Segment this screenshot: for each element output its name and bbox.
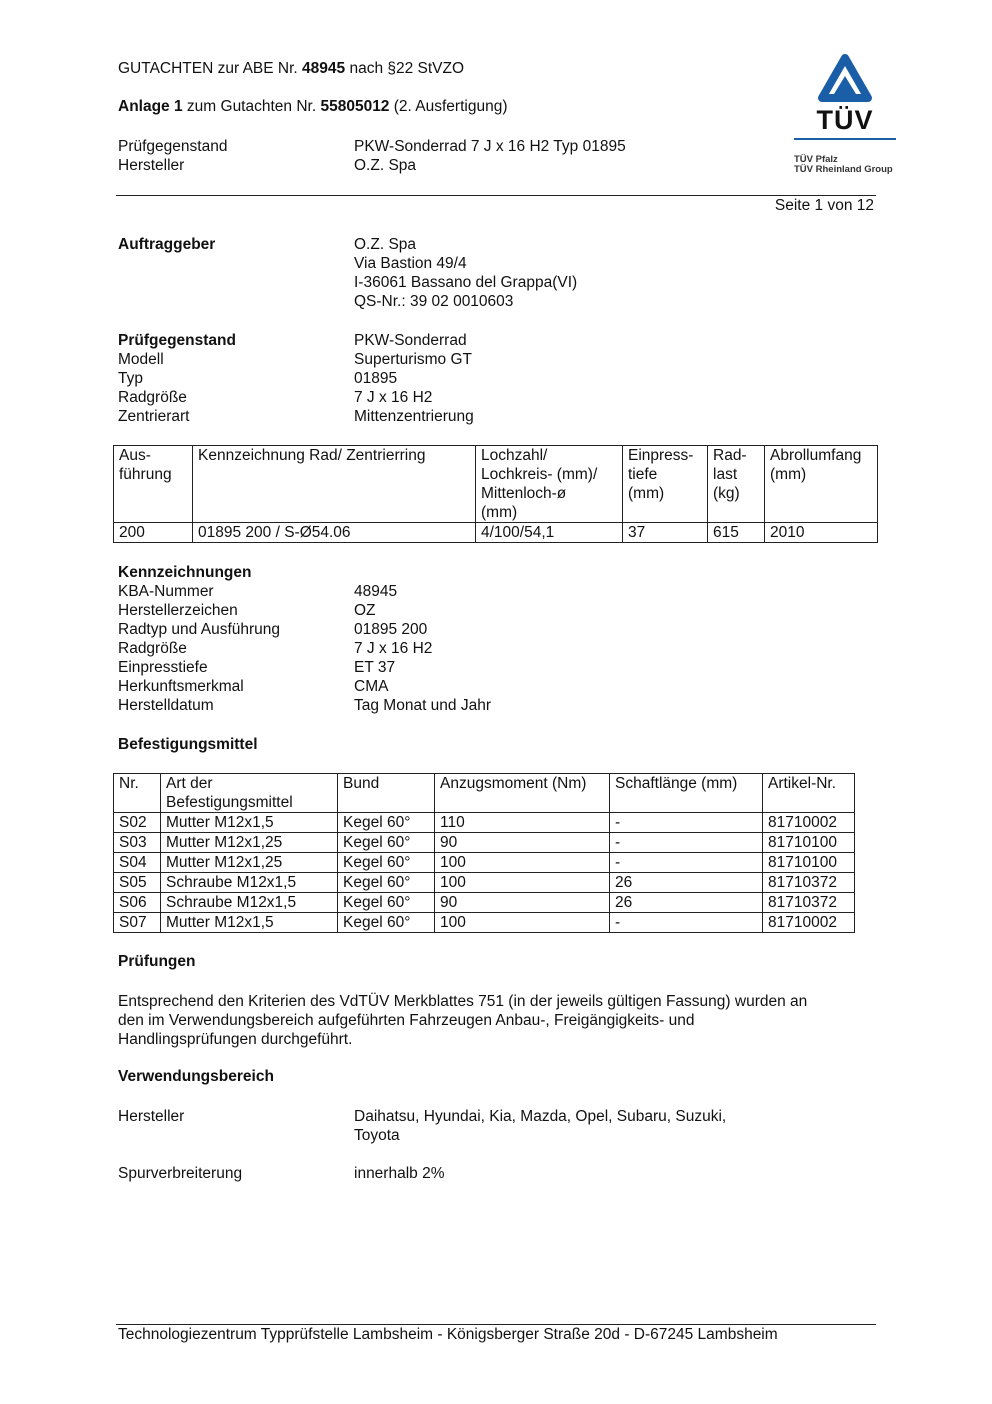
header-radlast: Rad- last (kg) bbox=[708, 446, 765, 523]
table-row: S03 Mutter M12x1,25 Kegel 60° 90 - 81710100 bbox=[114, 833, 855, 853]
kennzeichnungen-section: Kennzeichnungen KBA-Nummer 48945 Herstellerzeichen OZ Radtyp und Ausführung 01895 200 Radgröße 7 J x 16 H2 Einpresstiefe ET 37 Herkunftsmerkmal CMA Herstelldatum Tag Monat und Jahr bbox=[118, 564, 492, 714]
rad-table-header bbox=[114, 446, 878, 523]
table-row: S02 Mutter M12x1,5 Kegel 60° 110 - 81710002 bbox=[114, 813, 855, 833]
befestigung-table bbox=[113, 773, 855, 933]
header-divider bbox=[116, 195, 876, 196]
abe-number: 48945 bbox=[302, 60, 346, 77]
annex-line: Anlage 1 zum Gutachten Nr. 55805012 (2. Ausfertigung) bbox=[118, 98, 508, 115]
header-lochzahl: Lochzahl/ Lochkreis- (mm)/ Mittenloch-ø (mm) bbox=[476, 446, 623, 523]
table-row: S05 Schraube M12x1,5 Kegel 60° 100 26 81710372 bbox=[114, 873, 855, 893]
header-kv: Prüfgegenstand PKW-Sonderrad 7 J x 16 H2 Typ 01895 Hersteller O.Z. Spa bbox=[118, 138, 626, 174]
tuev-triangle-icon bbox=[794, 54, 896, 106]
document-title-line: GUTACHTEN zur ABE Nr. 48945 nach §22 StVZO bbox=[118, 60, 465, 77]
header-abrollumfang: Abrollumfang (mm) bbox=[765, 446, 878, 523]
tuev-brand: TÜV bbox=[816, 105, 874, 135]
page-number: Seite 1 von 12 bbox=[774, 197, 874, 214]
spurverbreiterung-row: Spurverbreiterung innerhalb 2% bbox=[118, 1165, 445, 1182]
table-row: S07 Mutter M12x1,5 Kegel 60° 100 - 81710002 bbox=[114, 913, 855, 933]
header-kennzeichnung: Kennzeichnung Rad/ Zentrierring bbox=[193, 446, 476, 523]
pruefungen-paragraph: Entsprechend den Kriterien des VdTÜV Merkblattes 751 (in der jeweils gültigen Fassung) wurden an den im Verwendungsbereich aufgeführten Fahrzeugen Anbau-, Freigängigkeits- und Handlingsprüfungen durchgeführt. bbox=[118, 993, 808, 1048]
table-row: S06 Schraube M12x1,5 Kegel 60° 90 26 81710372 bbox=[114, 893, 855, 913]
pruefgegenstand-section: Prüfgegenstand PKW-Sonderrad Modell Superturismo GT Typ 01895 Radgröße 7 J x 16 H2 Zentrierart Mittenzentrierung bbox=[118, 332, 474, 425]
logo-line-1: TÜV Pfalz bbox=[794, 154, 838, 165]
header-einpresstiefe: Einpress- tiefe (mm) bbox=[623, 446, 708, 523]
header-ausfuehrung: Aus- führung bbox=[114, 446, 193, 523]
table-row: S04 Mutter M12x1,25 Kegel 60° 100 - 81710100 bbox=[114, 853, 855, 873]
footer-address: Technologiezentrum Typprüfstelle Lambsheim - Königsberger Straße 20d - D-67245 Lambsheim bbox=[118, 1326, 778, 1343]
befestigung-table-header: Nr. Art der Befestigungsmittel Bund Anzugsmoment (Nm) Schaftlänge (mm) Artikel-Nr. bbox=[114, 774, 855, 813]
tuev-logo bbox=[794, 54, 896, 178]
befestigung-heading: Befestigungsmittel bbox=[118, 736, 258, 753]
gutachten-number: 55805012 bbox=[320, 98, 390, 115]
auftraggeber-section: Auftraggeber O.Z. Spa Via Bastion 49/4 I-36061 Bassano del Grappa(VI) QS-Nr.: 39 02 0010603 bbox=[118, 236, 578, 310]
logo-divider bbox=[794, 138, 896, 140]
section-heading: Kennzeichnungen bbox=[118, 564, 252, 581]
logo-line-2: TÜV Rheinland Group bbox=[794, 164, 893, 175]
table-row: 200 01895 200 / S-Ø54.06 4/100/54,1 37 615 2010 bbox=[114, 523, 878, 543]
footer-divider bbox=[116, 1324, 876, 1325]
pruefungen-heading: Prüfungen bbox=[118, 953, 196, 970]
rad-table bbox=[113, 445, 878, 543]
verwendung-section: Hersteller Daihatsu, Hyundai, Kia, Mazda, Opel, Subaru, Suzuki, Toyota bbox=[118, 1108, 727, 1144]
verwendung-heading: Verwendungsbereich bbox=[118, 1068, 274, 1085]
